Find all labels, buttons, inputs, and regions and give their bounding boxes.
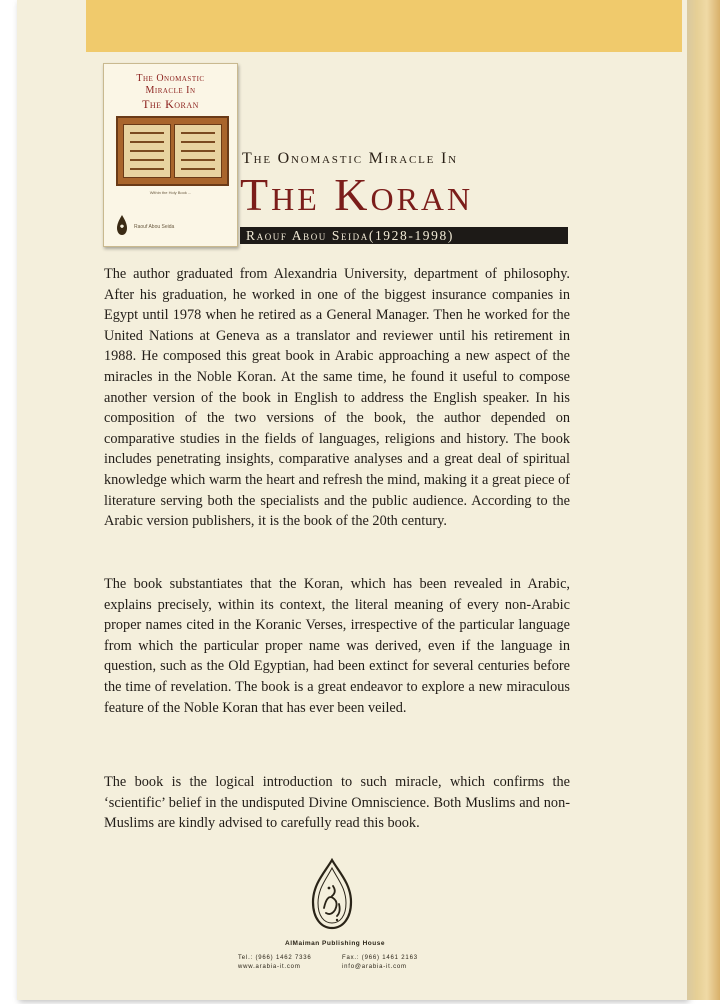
publisher-name: AlMaiman Publishing House: [285, 940, 385, 947]
top-color-band: [86, 0, 682, 52]
publisher-contact-right: [342, 954, 418, 972]
cover-thumbnail: [103, 63, 238, 247]
thumbnail-title-line: The Onomastic: [136, 73, 205, 84]
author-name: Raouf Abou Seida(1928-1998): [246, 228, 454, 243]
thumbnail-caption: Within the Holy Book ...: [149, 190, 192, 195]
thumbnail-title-line: The Koran: [142, 97, 199, 111]
publisher-contact-left: [238, 954, 312, 972]
body-paragraph: The book substantiates that the Koran, which has been revealed in Arabic, explains precisely, within its context, the literal meaning of every non-Arabic proper names cited in the Koranic Verses, irrespective of the particular language from which the particular proper name was derived, even if the language in question, such as the Old Egyptian, had been extinct for several centuries before the time of revelation. The book is a great endeavor to explore a new miraculous feature of the Noble Koran that has ever been veiled.: [104, 576, 570, 716]
manuscript-image: [116, 116, 229, 186]
book-title: The Koran: [240, 169, 474, 220]
thumbnail-title-line: Miracle In: [145, 85, 196, 96]
book-spine: [687, 0, 720, 1000]
series-title: The Onomastic Miracle In: [242, 150, 458, 167]
manuscript-page: [123, 124, 171, 178]
body-paragraph: The book is the logical introduction to such miracle, which confirms the ‘scientific’ belief in the undisputed Divine Omniscience. Both Muslims and non-Muslims are kindly advised to carefully read this book.: [104, 774, 570, 832]
publisher-fax: Fax.: (966) 1461 2163: [342, 955, 418, 961]
publisher-email: info@arabia-it.com: [342, 964, 407, 970]
thumbnail-logo-icon: [115, 214, 129, 236]
publisher-tel: Tel.: (966) 1462 7336: [238, 955, 312, 961]
thumbnail-author: Raouf Abou Seida: [134, 224, 175, 230]
publisher-web: www.arabia-it.com: [238, 964, 301, 970]
body-paragraph: The author graduated from Alexandria University, department of philosophy. After his graduation, he worked in one of the biggest insurance companies in Egypt until 1978 when he retired as a General Manager. Then he worked for the United Nations at Geneva as a translator and reviewer until his retirement in 1988. He composed this great book in Arabic approaching a new aspect of the miracles in the Noble Koran. At the same time, he found it useful to compose another version of the book in English to address the English speaker. In his composition of the two versions of the book, the author depended on comparative studies in the fields of languages, religions and history. The book includes penetrating insights, comparative analyses and a great deal of spiritual knowledge which warm the heart and refresh the mind, making it a great piece of literature serving both the specialists and the public audience. According to the Arabic version publishers, it is the book of the 20th century.: [104, 266, 570, 530]
publisher-logo-icon: [307, 858, 357, 930]
manuscript-page: [174, 124, 222, 178]
